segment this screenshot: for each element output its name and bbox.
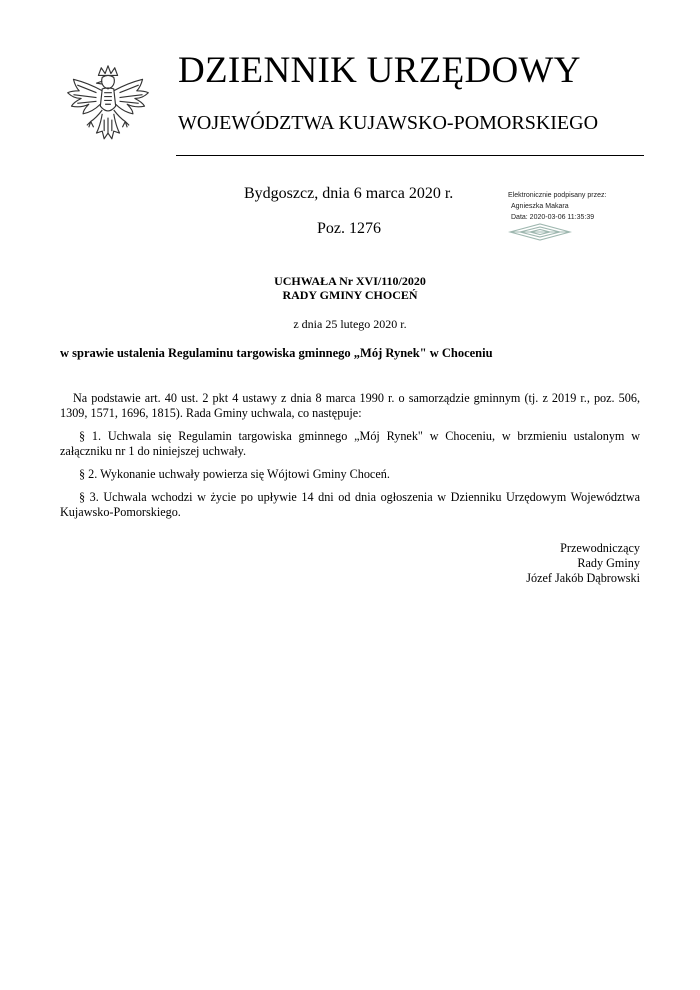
polish-eagle-emblem-icon — [60, 62, 156, 158]
resolution-title: UCHWAŁA Nr XVI/110/2020 — [274, 274, 426, 288]
header-divider — [176, 155, 644, 156]
esign-date: Data: 2020-03-06 11:35:39 — [511, 214, 595, 221]
section-3-paragraph: § 3. Uchwala wchodzi w życie po upływie 14 dni od dnia ogłoszenia w Dzienniku Urzędowym Województwa Kujawsko-Pomorskiego. — [60, 490, 640, 519]
signatory-body: Rady Gminy — [577, 556, 640, 570]
position-number: Poz. 1276 — [317, 220, 381, 237]
signature-mark-icon — [508, 222, 572, 242]
publication-title: DZIENNIK URZĘDOWY — [178, 50, 581, 91]
place-and-date: Bydgoszcz, dnia 6 marca 2020 r. — [244, 185, 454, 202]
resolution-date: z dnia 25 lutego 2020 r. — [293, 317, 407, 331]
legal-basis-paragraph: Na podstawie art. 40 ust. 2 pkt 4 ustawy z dnia 8 marca 1990 r. o samorządzie gminnym (tj. z 2019 r., poz. 506, 1309, 1571, 1696, 1815). Rada Gminy uchwala, co następuje: — [60, 391, 640, 420]
resolution-council: RADY GMINY CHOCEŃ — [282, 288, 418, 302]
esign-label: Elektronicznie podpisany przez: — [508, 192, 607, 199]
signatory-name: Józef Jakób Dąbrowski — [526, 571, 640, 585]
publication-subtitle: WOJEWÓDZTWA KUJAWSKO-POMORSKIEGO — [178, 112, 599, 134]
section-1-paragraph: § 1. Uchwala się Regulamin targowiska gminnego „Mój Rynek" w Choceniu, w brzmieniu ustalonym w załączniku nr 1 do niniejszej uchwały. — [60, 429, 640, 458]
section-2-paragraph: § 2. Wykonanie uchwały powierza się Wójtowi Gminy Choceń. — [79, 467, 390, 481]
signatory-role: Przewodniczący — [560, 541, 640, 555]
resolution-subject: w sprawie ustalenia Regulaminu targowiska gminnego „Mój Rynek" w Choceniu — [60, 346, 493, 360]
esign-signer: Agnieszka Makara — [511, 203, 569, 210]
